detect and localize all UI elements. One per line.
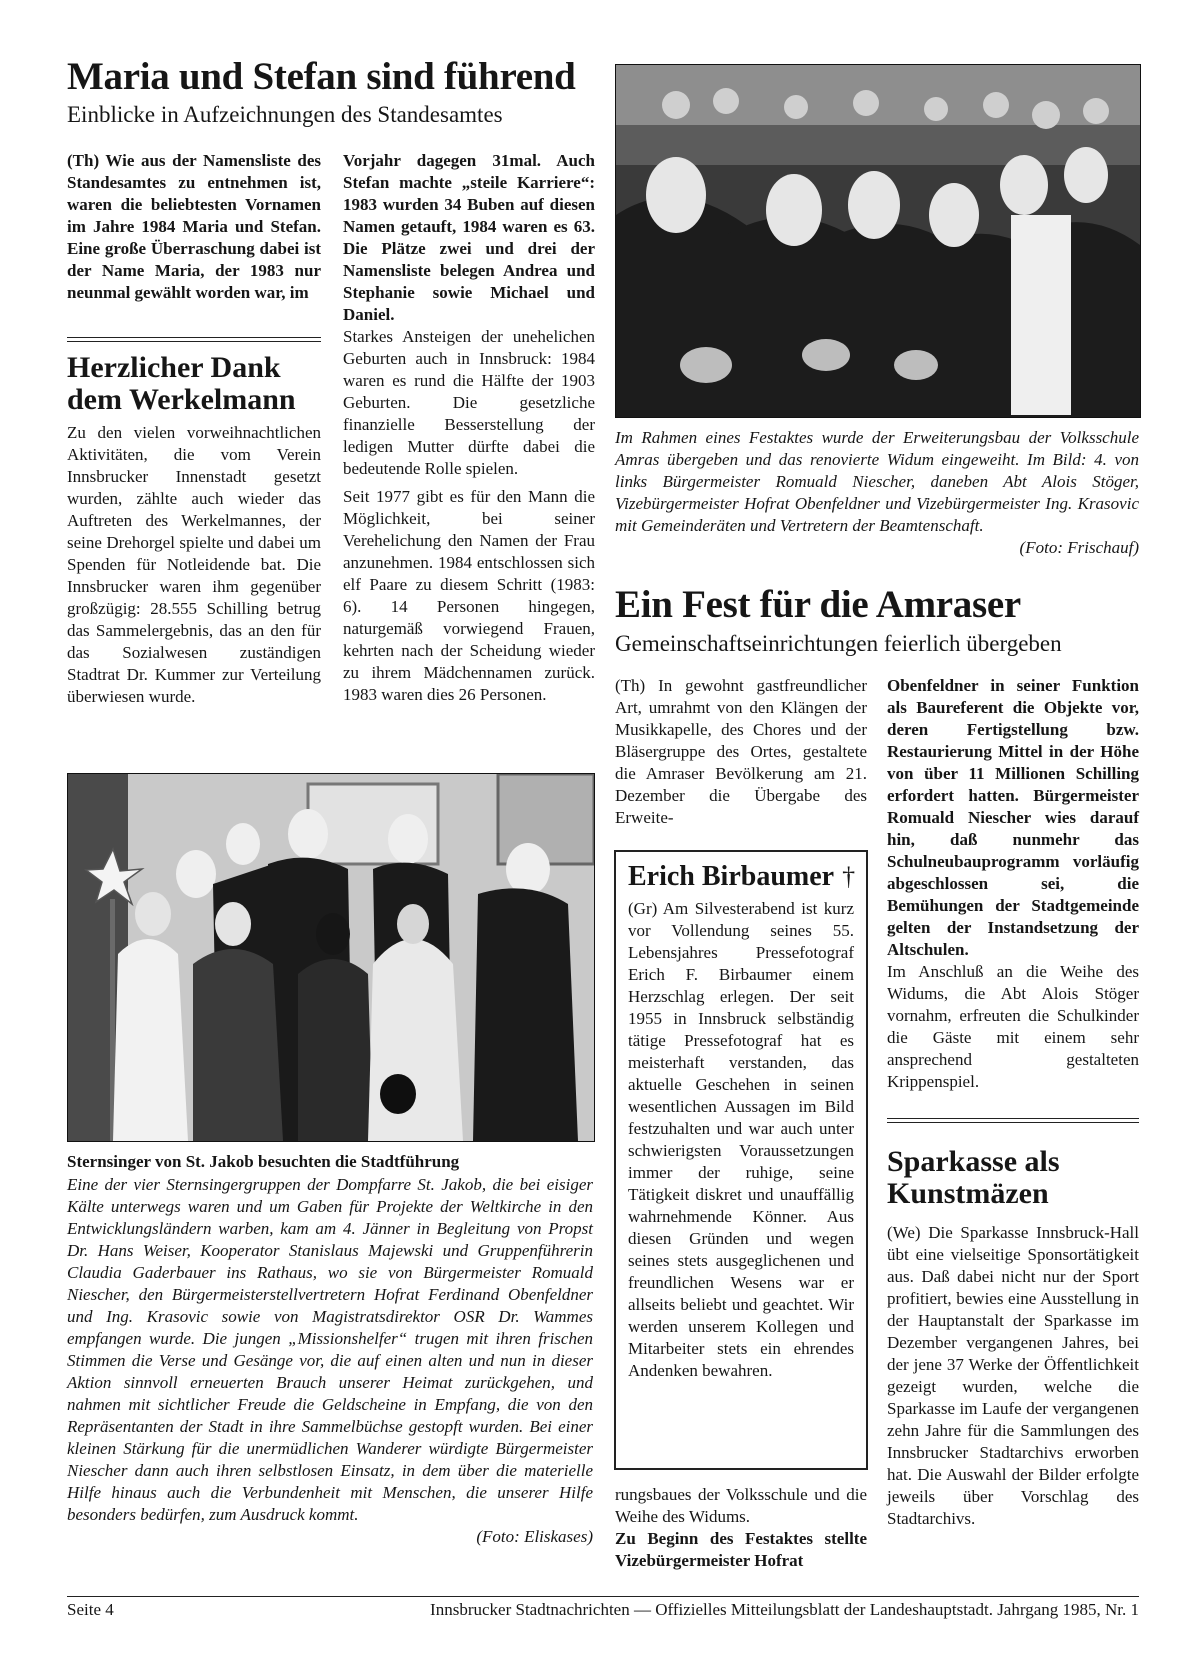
article-amras-col1-bold: Zu Beginn des Festaktes stellte Vizebürgermeister Hofrat	[615, 1529, 867, 1570]
photo-festakt-credit: (Foto: Frischauf)	[1019, 538, 1139, 557]
article-amras-col1-continued	[615, 1484, 867, 1572]
article-sparkasse-text: (We) Die Sparkasse Innsbruck-Hall übt eine vielseitige Sponsortätigkeit aus. Daß dabei nicht nur der Sport profitiert, bewies eine Ausstellung in der Hauptanstalt der Sparkasse im Dezember vergangenen Jahres, bei der jene 37 Werke der Öffentlichkeit gezeigt wurden, welche die Sparkasse im Laufe der vergangenen zehn Jahre für die Sammlungen des Innsbrucker Stadtarchivs erworben hat. Die Auswahl der Bilder erfolgte jeweils über Vorschlag des Stadtarchivs.	[887, 1223, 1139, 1528]
article-amras-headline: Ein Fest für die Amraser	[615, 583, 1021, 626]
rule-divider	[67, 337, 321, 342]
obituary-headline: Erich Birbaumer	[628, 861, 835, 892]
article-names-headline: Maria und Stefan sind führend	[67, 55, 576, 98]
obituary-text: (Gr) Am Silvesterabend ist kurz vor Vollendung seines 55. Lebensjahres Pressefotograf Erich F. Birbaumer einem Herzschlag erlegen. Der seit 1955 in Innsbruck selbständig tätige Pressefotograf hat es meisterhaft verstanden, das aktuelle Geschehen in seinen wesentlichen Aussagen im Bild festzuhalten und war auch unter schwierigsten Voraussetzungen immer der ruhige, seine Tätigkeit diskret und unauffällig wahrnehmende Könner. Aus diesen Gründen und wegen seines stets ausgeglichenen und freundlichen Wesens war er allseits beliebt und geachtet. Wir werden unserem Kollegen und Mitarbeiter stets ein ehrendes Andenken bewahren.	[628, 899, 854, 1380]
photo-festakt-image	[616, 65, 1140, 417]
article-amras-col2-text: Im Anschluß an die Weihe des Widums, die Abt Alois Stöger vornahm, erfreuten die Schulkinder die Gäste mit einem sehr ansprechend gestalteten Krippenspiel.	[887, 962, 1139, 1091]
article-werkelmann-text: Zu den vielen vorweihnachtlichen Aktivitäten, die vom Verein Innsbrucker Innenstadt gesetzt wurden, zählte auch wieder das Auftreten des Werkelmannes, der seine Drehorgel spielte und dabei um Spenden für Notleidende bat. Die Innsbrucker waren ihm gegenüber großzügig: 28.555 Schilling betrug das Sammelergebnis, das an den für das Sozialwesen zuständigen Stadtrat Dr. Kummer zur Verteilung überwiesen wurde.	[67, 423, 321, 706]
article-names-col2-bold: Vorjahr dagegen 31mal. Auch Stefan machte „steile Karriere“: 1983 wurden 34 Buben auf diesen Namen getauft, 1984 waren es 63. Die Plätze zwei und drei der Namensliste belegen Andrea und Stephanie sowie Michael und Daniel.	[343, 151, 595, 324]
article-names-subheadline: Einblicke in Aufzeichnungen des Standesamtes	[67, 102, 503, 127]
photo-sternsinger-title: Sternsinger von St. Jakob besuchten die Stadtführung	[67, 1152, 460, 1171]
rule-divider	[887, 1118, 1139, 1123]
footer-rule	[67, 1596, 1139, 1597]
photo-sternsinger-caption	[67, 1174, 593, 1548]
photo-sternsinger-credit: (Foto: Eliskases)	[476, 1527, 593, 1546]
article-amras-col2	[887, 675, 1139, 1093]
article-werkelmann-headline: Herzlicher Dank dem Werkelmann	[67, 351, 296, 416]
photo-sternsinger	[67, 773, 595, 1142]
article-amras-subheadline: Gemeinschaftseinrichtungen feierlich übergeben	[615, 631, 1062, 656]
article-names-col2	[343, 150, 595, 706]
photo-festakt-caption	[615, 427, 1139, 559]
article-amras-col1-cont: rungsbaues der Volksschule und die Weihe des Widums.	[615, 1485, 867, 1526]
footer-page-number: Seite 4	[67, 1600, 114, 1619]
footer-publication: Innsbrucker Stadtnachrichten — Offizielles Mitteilungsblatt der Landeshauptstadt. Jahrgang 1985, Nr. 1	[430, 1600, 1139, 1619]
photo-festakt-caption-text: Im Rahmen eines Festaktes wurde der Erweiterungsbau der Volksschule Amras übergeben und das renovierte Widum eingeweiht. Im Bild: 4. von links Bürgermeister Romuald Niescher, daneben Abt Alois Stöger, Vizebürgermeister Hofrat Obenfeldner und Vizebürgermeister Ing. Krasovic mit Gemeinderäten und Vertretern der Beamtenschaft.	[615, 428, 1139, 535]
photo-sternsinger-image	[68, 774, 594, 1141]
obituary-heading	[628, 862, 854, 892]
photo-festakt	[615, 64, 1141, 418]
article-amras-col1: (Th) In gewohnt gastfreundlicher Art, umrahmt von den Klängen der Musikkapelle, des Chores und der Bläsergruppe des Ortes, gestaltete die Amraser Bevölkerung am 21. Dezember die Übergabe des Erweite-	[615, 676, 867, 827]
cross-icon: †	[842, 862, 856, 891]
article-amras-col2-bold: Obenfeldner in seiner Funktion als Baureferent die Objekte vor, deren Fertigstellung bzw. Restaurierung Mittel in der Höhe von über 11 Millionen Schilling erfordert hatten. Bürgermeister Romuald Niescher wies darauf hin, daß nunmehr das Schulneubauprogramm vorläufig abgeschlossen sei, die Bemühungen der Stadtgemeinde gelten der Instandsetzung der Altschulen.	[887, 676, 1139, 959]
article-sparkasse-headline: Sparkasse als Kunstmäzen	[887, 1145, 1060, 1210]
obituary-box	[614, 850, 868, 1470]
article-names-col2-p2: Seit 1977 gibt es für den Mann die Möglichkeit, bei seiner Verehelichung den Namen der Frau anzunehmen. 1984 entschlossen sich elf Paare zu diesem Schritt (1983: 6). 14 Personen hingegen, naturgemäß vorwiegend Frauen, kehrten nach der Scheidung wieder zu ihrem Mädchennamen zurück. 1983 waren dies 26 Personen.	[343, 487, 595, 704]
article-names-col2-p1: Starkes Ansteigen der unehelichen Geburten auch in Innsbruck: 1984 waren es rund die Hälfte der 1903 Geburten. Die gesetzliche finanzielle Besserstellung der ledigen Mutter dürfte dabei die bedeutende Rolle spielen.	[343, 327, 595, 478]
photo-sternsinger-caption-text: Eine der vier Sternsingergruppen der Dompfarre St. Jakob, die bei eisiger Kälte unterwegs waren und um Gaben für Projekte der Weltkirche in den Entwicklungsländern warben, kam am 4. Jänner in Begleitung von Propst Dr. Hans Weiser, Kooperator Stanislaus Majewski und Gruppenführerin Claudia Gaderbauer ins Rathaus, wo sie von Bürgermeister Romuald Niescher, den Bürgermeisterstellvertretern Hofrat Ferdinand Obenfeldner und Ing. Krasovic sowie von Magistratsdirektor OSR Dr. Wammes empfangen wurde. Die jungen „Missionshelfer“ trugen mit ihren frischen Stimmen die Verse und Gesänge vor, die auf einen alten und nun in dieser Aktion sinnvoll erneuerten Brauch unserer Heimat zurückgehen, und nahmen mit sichtlicher Freude die Geldscheine in Empfang, die von den Repräsentanten der Stadt in ihre Sammelbüchse gestopft wurden. Bei einer kleinen Stärkung für die unermüdlichen Wanderer würdigte Bürgermeister Niescher dann auch ihren selbstlosen Einsatz, in dem über die materielle Hilfe hinaus auch die Verbundenheit mit Menschen, die unserer Hilfe besonders bedürfen, zum Ausdruck kommt.	[67, 1175, 593, 1524]
article-names-col1: (Th) Wie aus der Namensliste des Standesamtes zu entnehmen ist, waren die beliebtesten Vornamen im Jahre 1984 Maria und Stefan. Eine große Überraschung dabei ist der Name Maria, der 1983 nur neunmal gewählt worden war, im	[67, 151, 321, 302]
